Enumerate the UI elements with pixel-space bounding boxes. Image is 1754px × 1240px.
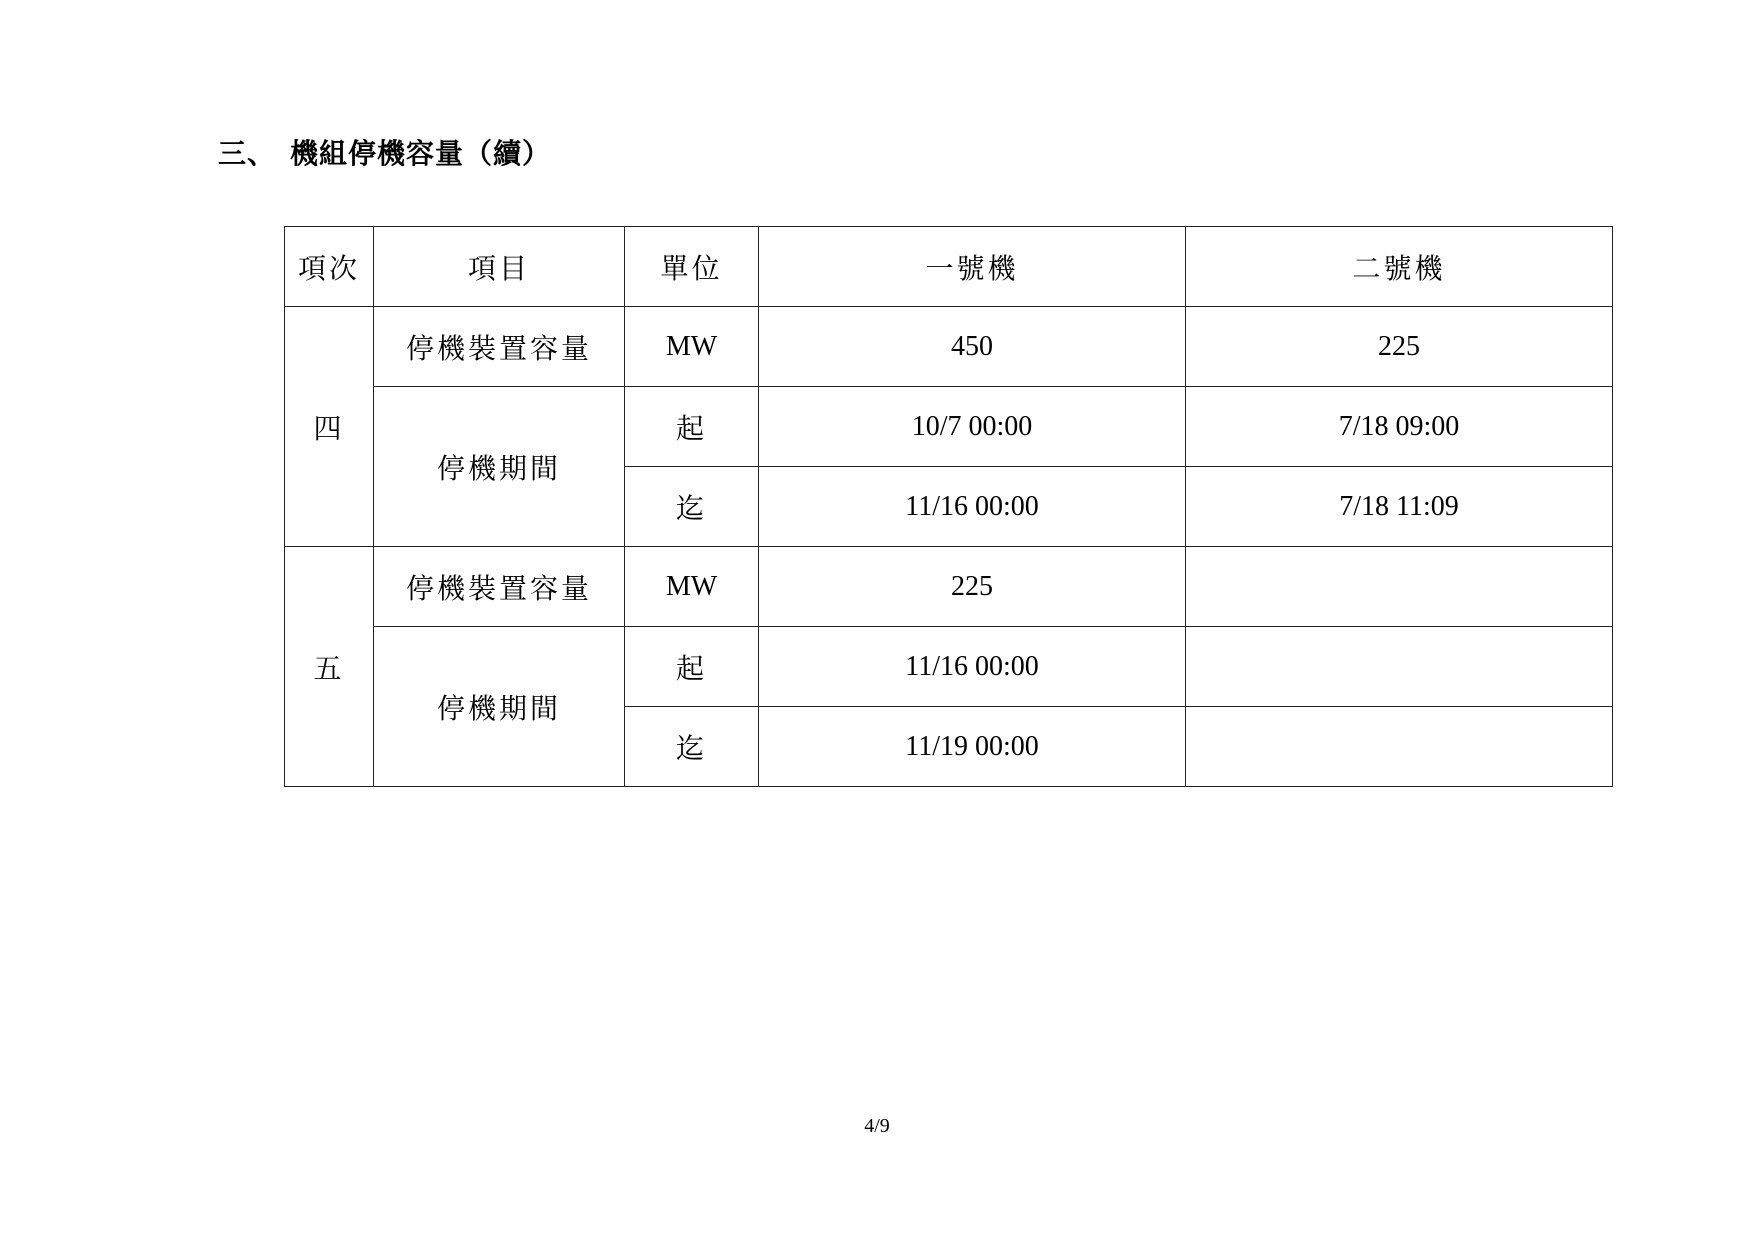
table-row: [285, 307, 1613, 387]
group-item-no: 五: [285, 547, 374, 787]
capacity-label: 停機裝置容量: [374, 547, 625, 627]
page-number: 4/9: [864, 1115, 890, 1137]
group-item-no: 四: [285, 307, 374, 547]
header-unit2: 二號機: [1186, 227, 1613, 307]
section-title: 機組停機容量（續）: [290, 137, 552, 170]
header-item-no: 項次: [285, 227, 374, 307]
start-label: 起: [625, 387, 759, 467]
period-label: 停機期間: [374, 387, 625, 547]
end-unit1-value: 11/16 00:00: [759, 467, 1186, 547]
header-unit1: 一號機: [759, 227, 1186, 307]
capacity-label: 停機裝置容量: [374, 307, 625, 387]
end-label: 迄: [625, 467, 759, 547]
end-unit1-value: 11/19 00:00: [759, 707, 1186, 787]
outage-capacity-table: [284, 226, 1613, 787]
section-heading: [218, 132, 551, 172]
start-unit1-value: 11/16 00:00: [759, 627, 1186, 707]
table-row: [285, 547, 1613, 627]
table-row: [285, 387, 1613, 467]
end-label: 迄: [625, 707, 759, 787]
start-unit1-value: 10/7 00:00: [759, 387, 1186, 467]
start-unit2-value: 7/18 09:00: [1186, 387, 1613, 467]
section-number: 三、: [218, 137, 277, 170]
capacity-unit2-value: 225: [1186, 307, 1613, 387]
period-label: 停機期間: [374, 627, 625, 787]
capacity-unit: MW: [625, 307, 759, 387]
end-unit2-value: 7/18 11:09: [1186, 467, 1613, 547]
capacity-unit1-value: 450: [759, 307, 1186, 387]
table-row: [285, 627, 1613, 707]
capacity-unit: MW: [625, 547, 759, 627]
header-item: 項目: [374, 227, 625, 307]
capacity-unit2-value: [1186, 547, 1613, 627]
start-label: 起: [625, 627, 759, 707]
capacity-unit1-value: 225: [759, 547, 1186, 627]
header-unit: 單位: [625, 227, 759, 307]
table-header-row: [285, 227, 1613, 307]
start-unit2-value: [1186, 627, 1613, 707]
end-unit2-value: [1186, 707, 1613, 787]
